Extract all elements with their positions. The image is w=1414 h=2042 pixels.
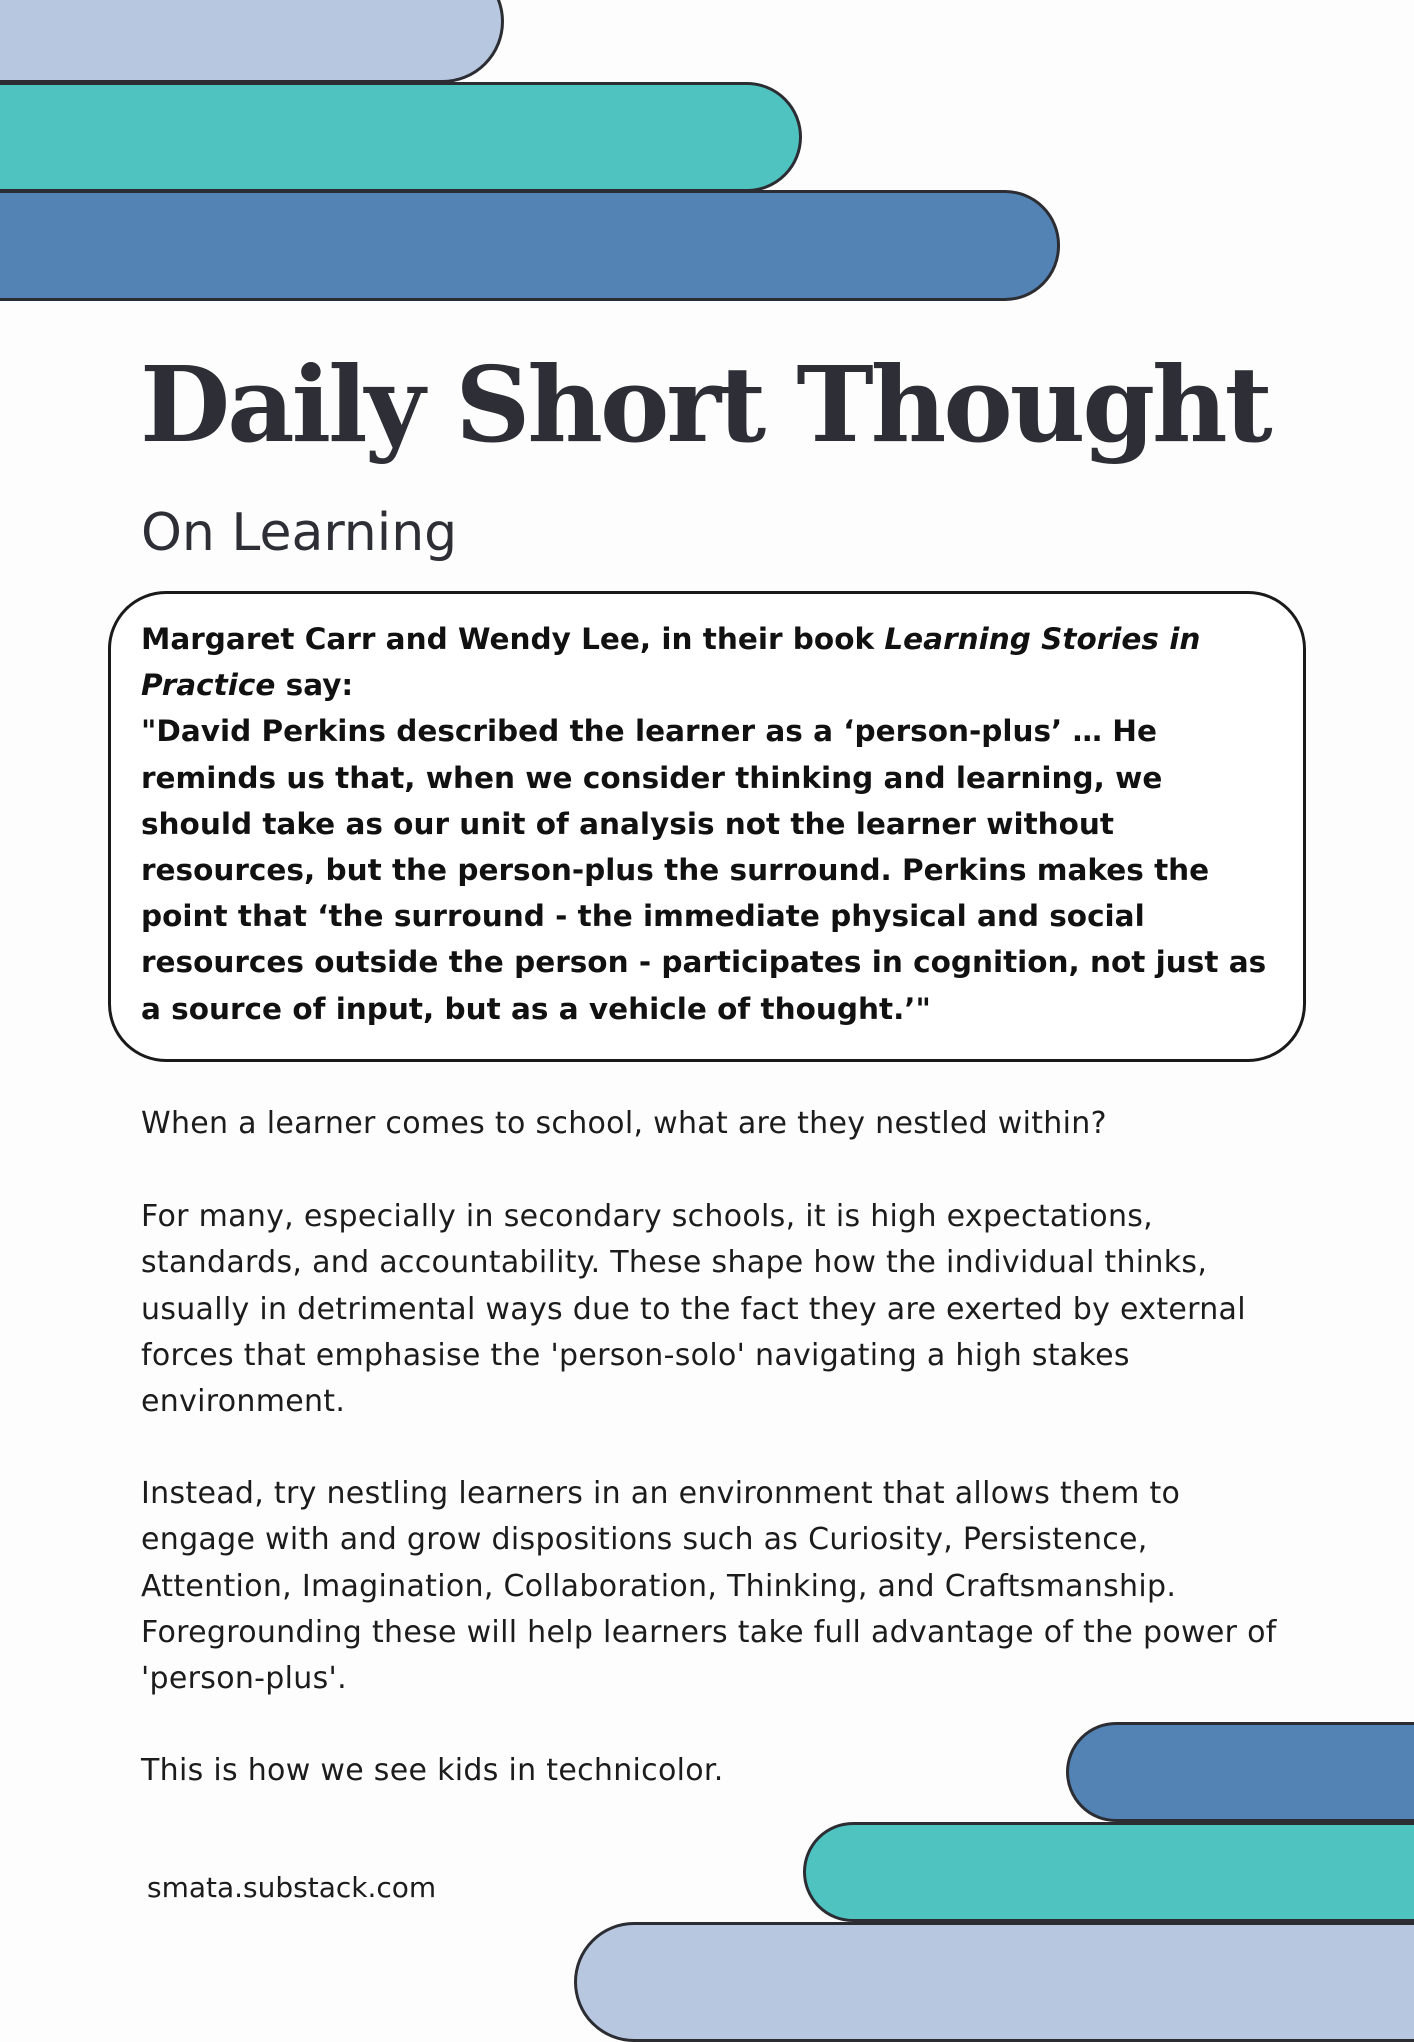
decorative-bar-bottom-teal [803,1822,1414,1922]
decorative-bar-top-light-blue [0,0,504,83]
body-paragraph-3: Instead, try nestling learners in an environment that allows them to engage with and grow dispositions such as Curiosity, Persistence, Attention, Imagination, Collaboration, Thinking, and Craftsmanship. Foregrounding these will help learners take full advantage of the power of 'person-plus'. [141,1476,1277,1697]
decorative-bar-bottom-steel-blue [1066,1722,1414,1822]
footer-url[interactable]: smata.substack.com [147,1871,437,1904]
body-paragraph-1: When a learner comes to school, what are they nestled within? [141,1106,1107,1141]
body-paragraph-4: This is how we see kids in technicolor. [141,1753,724,1788]
decorative-bar-bottom-light-blue [574,1922,1414,2042]
page-title: Daily Short Thought [140,343,1270,466]
quote-block [141,616,1281,1032]
decorative-bar-top-teal [0,82,802,192]
quote-intro: Margaret Carr and Wendy Lee, in their book [141,622,885,656]
quote-intro-end: say: [275,668,354,703]
body-paragraph-2: For many, especially in secondary schools, it is high expectations, standards, and accountability. These shape how the individual thinks, usually in detrimental ways due to the fact they are exerted by external forces that emphasise the 'person-solo' navigating a high stakes environment. [141,1199,1246,1420]
page-subtitle: On Learning [141,503,458,563]
quote-text: "David Perkins described the learner as a ‘person-plus’ … He reminds us that, when we consider thinking and learning, we should take as our unit of analysis not the learner without resources, but the person-plus the surround. Perkins makes the point that ‘the surround - the immediate physical and social resources outside the person - participates in cognition, not just as a source of input, but as a vehicle of thought.’" [141,714,1267,1026]
quote-book-title: Learning Stories in Practice [141,622,1201,703]
decorative-bar-top-steel-blue [0,190,1060,301]
